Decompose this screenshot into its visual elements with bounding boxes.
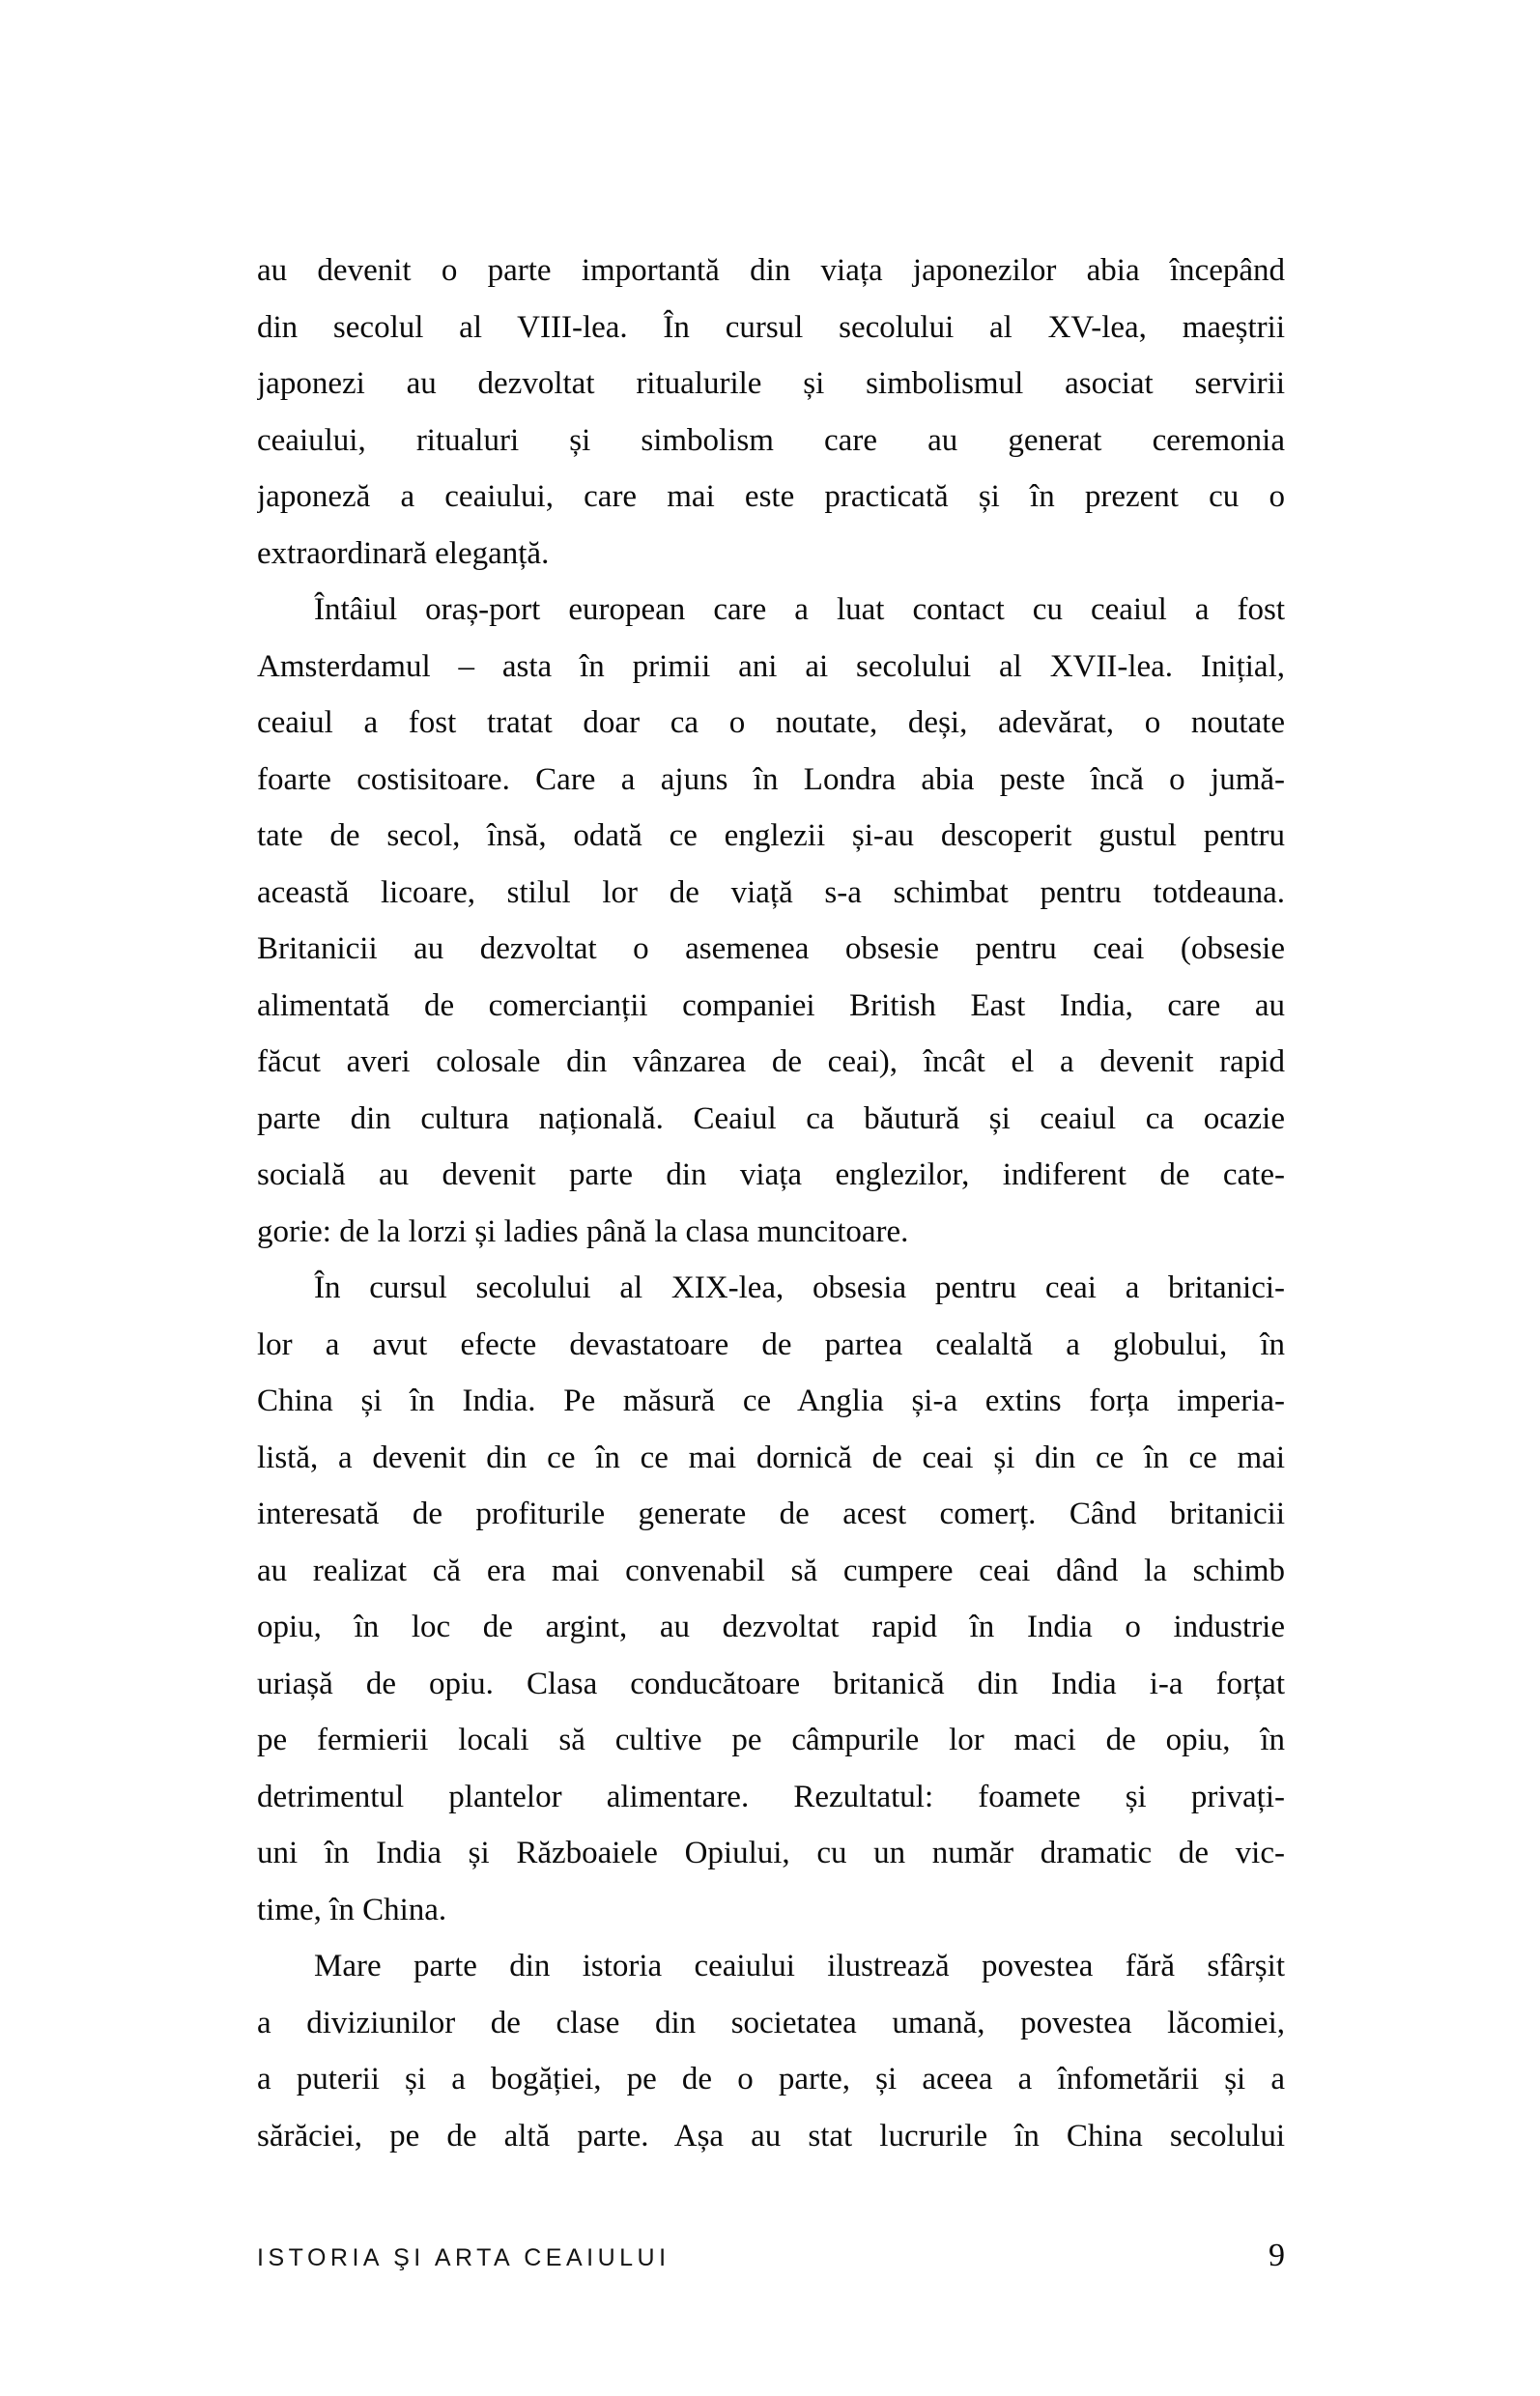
text-line: lor a avut efecte devastatoare de partea cealaltă a globului, în [257,1326,1285,1362]
text-line: sărăciei, pe de altă parte. Așa au stat lucrurile în China secolului [257,2118,1285,2154]
text-line: uni în India și Războaiele Opiului, cu un număr dramatic de vic- [257,1836,1285,1870]
text-line: făcut averi colosale din vânzarea de ceai), încât el a devenit rapid [257,1044,1285,1079]
text-line: time, în China. [257,1892,447,1927]
text-line: În cursul secolului al XIX-lea, obsesia pentru ceai a britanici- [314,1270,1285,1305]
text-line: ceaiul a fost tratat doar ca o noutate, deși, adevărat, o noutate [257,705,1285,740]
page-footer [257,2238,1285,2274]
running-title: ISTORIA ŞI ARTA CEAIULUI [257,2244,670,2271]
text-line: Britanicii au dezvoltat o asemenea obsesie pentru ceai (obsesie [257,931,1285,966]
text-line: ceaiului, ritualuri și simbolism care au generat ceremonia [257,422,1285,458]
text-line: japoneză a ceaiului, care mai este practicată și în prezent cu o [257,479,1285,514]
text-line: a diviziunilor de clase din societatea umană, povestea lăcomiei, [257,2005,1285,2040]
text-line: tate de secol, însă, odată ce englezii și-au descoperit gustul pentru [257,818,1285,853]
text-line: parte din cultura națională. Ceaiul ca băutură și ceaiul ca ocazie [257,1100,1285,1136]
text-line: uriașă de opiu. Clasa conducătoare britanică din India i-a forțat [257,1666,1285,1701]
text-line: Mare parte din istoria ceaiului ilustrează povestea fără sfârșit [314,1949,1285,1983]
text-line: opiu, în loc de argint, au dezvoltat rapid în India o industrie [257,1610,1285,1644]
text-line: foarte costisitoare. Care a ajuns în Londra abia peste încă o jumă- [257,761,1285,797]
text-line: japonezi au dezvoltat ritualurile și simbolismul asociat servirii [257,366,1285,401]
text-line: pe fermierii locali să cultive pe câmpurile lor maci de opiu, în [257,1723,1285,1757]
page-number: 9 [1269,2238,1285,2273]
text-line: extraordinară eleganță. [257,535,550,571]
text-line: Întâiul oraș-port european care a luat contact cu ceaiul a fost [314,592,1285,627]
text-line: au realizat că era mai convenabil să cumpere ceai dând la schimb [257,1553,1285,1588]
text-line: interesată de profiturile generate de acest comerț. Când britanicii [257,1497,1285,1531]
text-line: Amsterdamul – asta în primii ani ai secolului al XVII-lea. Inițial, [257,648,1285,684]
text-line: detrimentul plantelor alimentare. Rezultatul: foamete și privați- [257,1779,1285,1814]
text-line: alimentată de comercianții companiei British East India, care au [257,987,1285,1023]
text-line: din secolul al VIII-lea. În cursul secolului al XV-lea, maeștrii [257,309,1285,345]
text-line: gorie: de la lorzi și ladies până la clasa muncitoare. [257,1213,909,1249]
text-line: a puterii și a bogăției, pe de o parte, și aceea a înfometării și a [257,2062,1285,2096]
text-line: această licoare, stilul lor de viață s-a schimbat pentru totdeauna. [257,874,1285,910]
text-line: listă, a devenit din ce în ce mai dornică de ceai și din ce în ce mai [257,1440,1285,1475]
text-line: China și în India. Pe măsură ce Anglia și-a extins forța imperia- [257,1383,1285,1418]
text-line: socială au devenit parte din viața englezilor, indiferent de cate- [257,1157,1285,1192]
text-line: au devenit o parte importantă din viața japonezilor abia începând [257,253,1285,288]
body-text [257,242,1285,2164]
